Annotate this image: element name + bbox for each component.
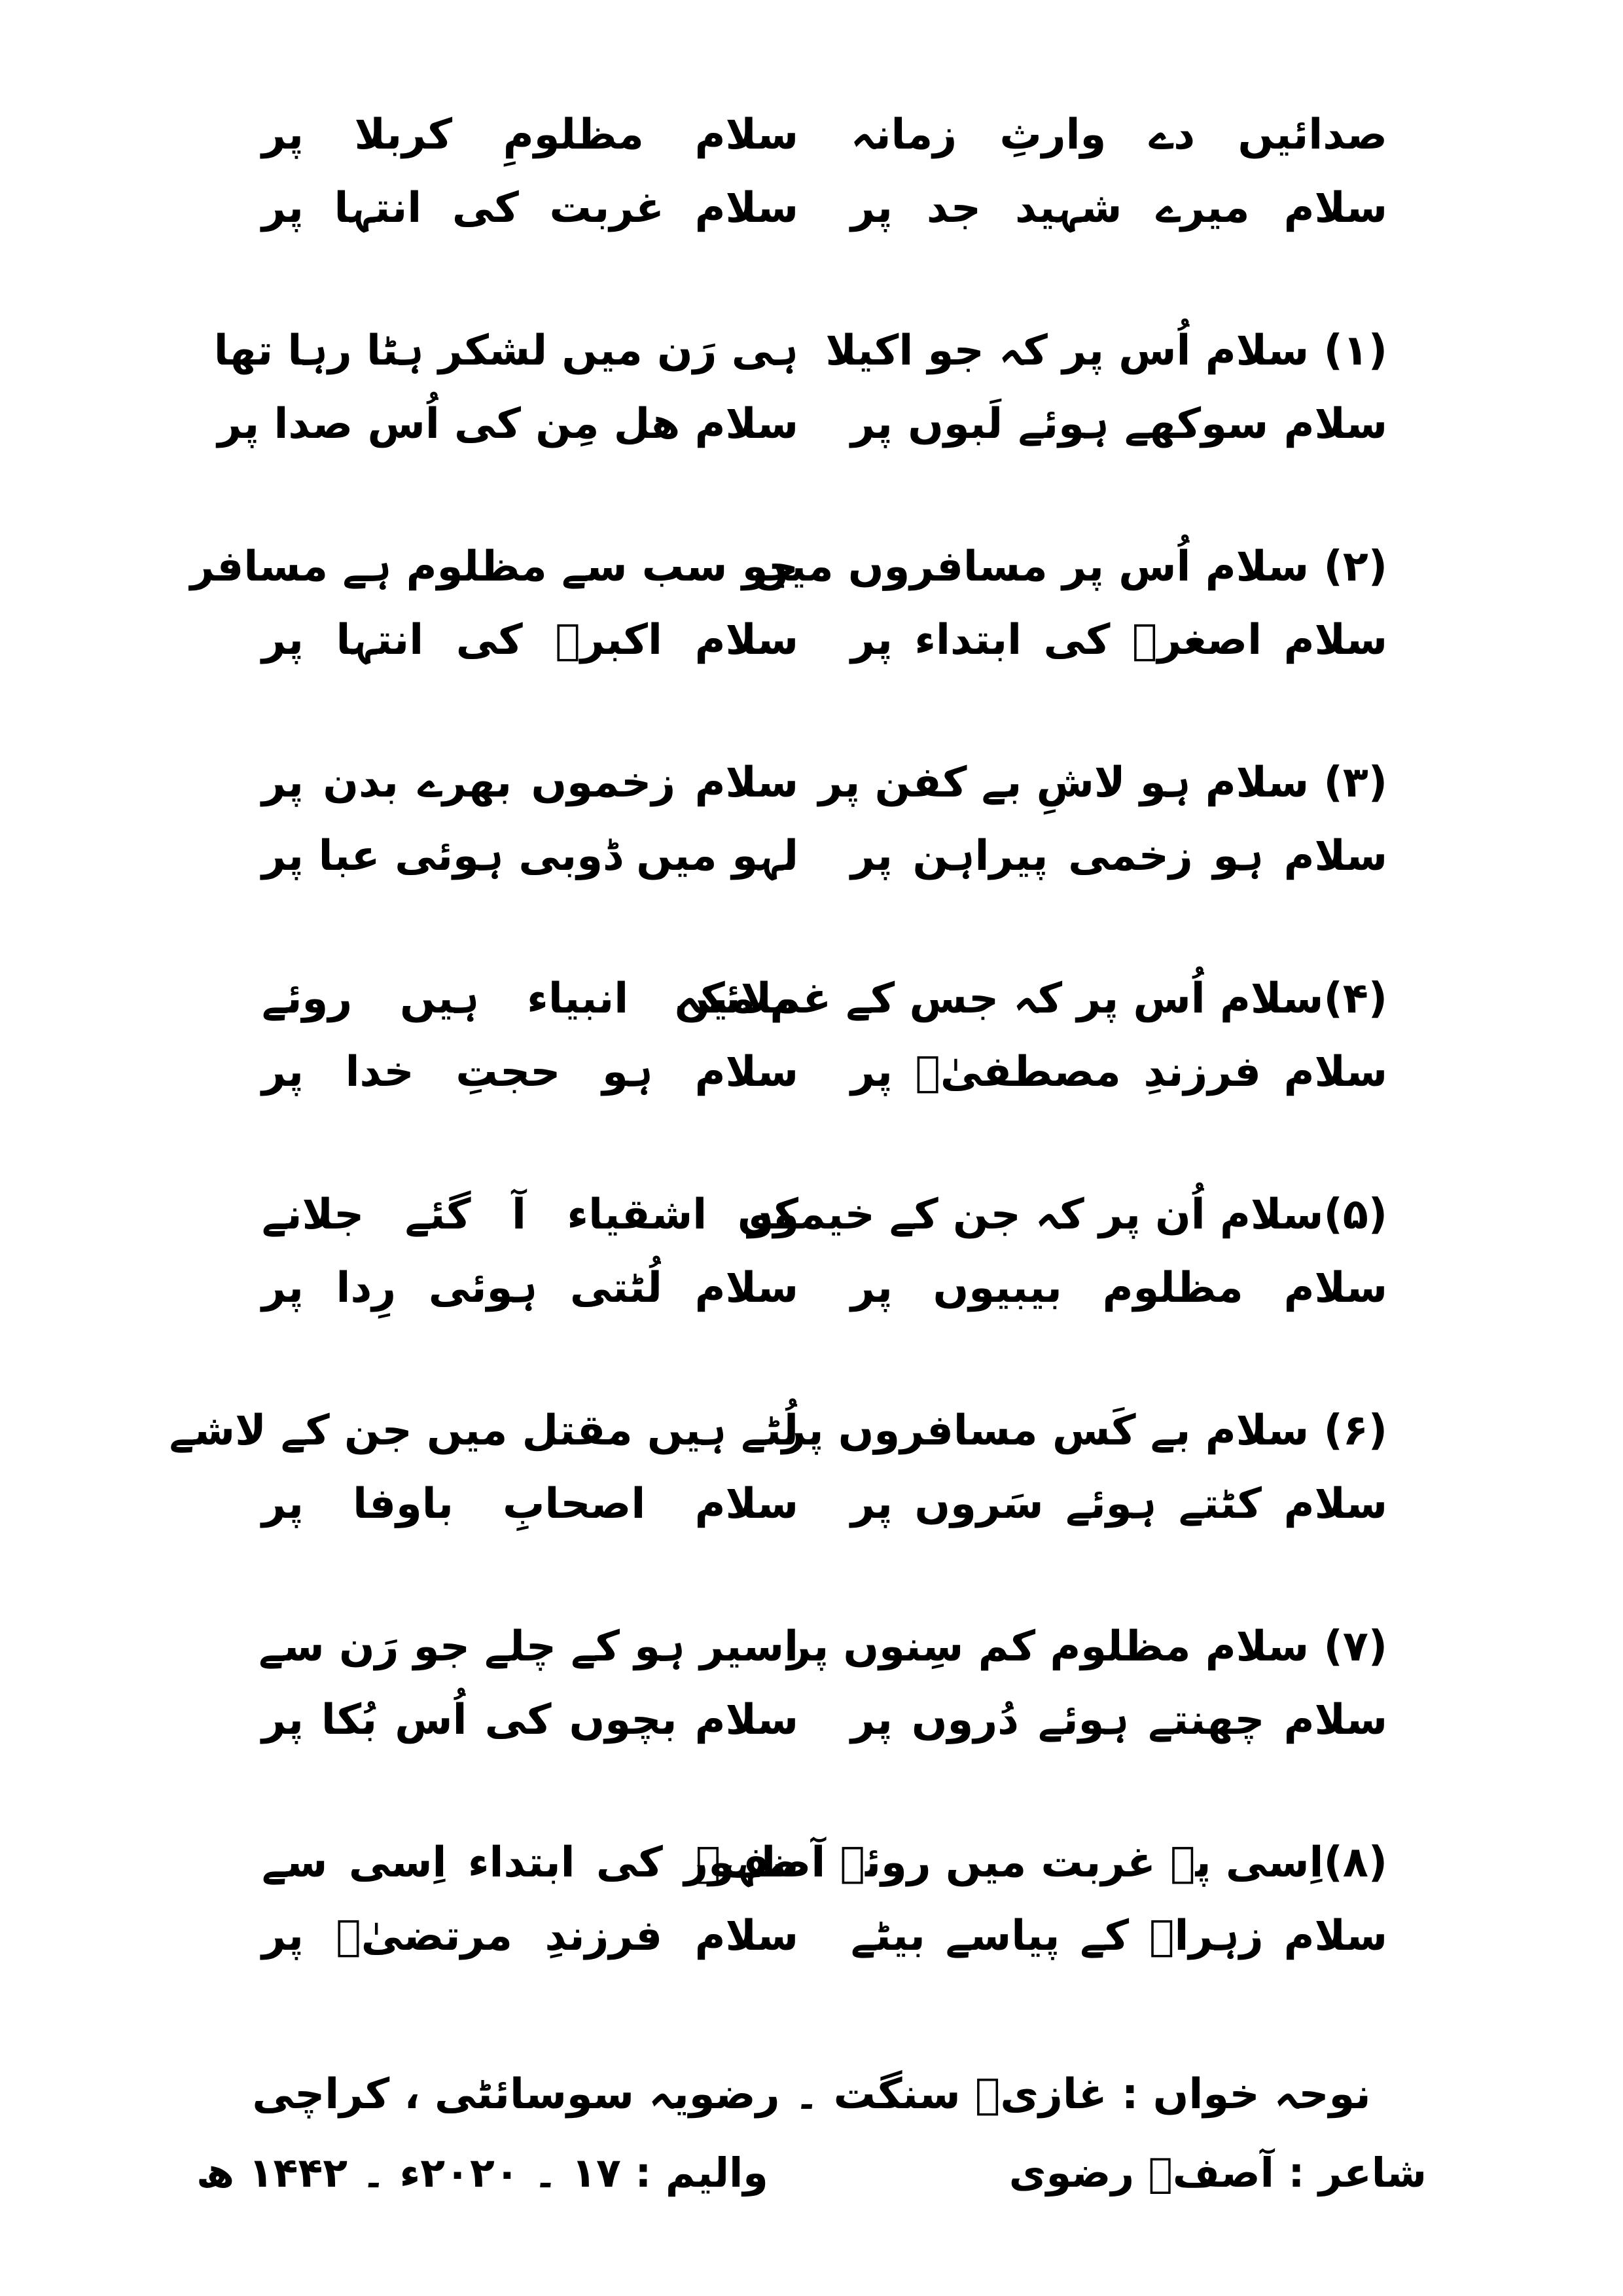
verse-line	[262, 962, 1387, 1035]
second-hemistich: سلام لُٹتی ہوئی رِدا پر	[262, 1264, 798, 1312]
volume-info: والیم : ۱۷ ۔ ۲۰۲۰ء ۔ ۱۴۴۲ ھ	[196, 2149, 768, 2197]
verse-line	[262, 1251, 1387, 1325]
first-hemistich: (۱) سلام اُس پر کہ جو اکیلا	[825, 327, 1387, 375]
stanza-5	[262, 1178, 1387, 1394]
reciter-credit: نوحہ خواں : غازیؑ سنگت ۔ رضویہ سوسائٹی ، کراچی	[252, 2070, 1371, 2119]
first-hemistich: سلام کٹتے ہوئے سَروں پر	[851, 1480, 1387, 1528]
first-hemistich: (۷) سلام مظلوم کم سِنوں پر	[787, 1623, 1387, 1671]
second-hemistich: لُٹے ہیں مقتل میں جن کے لاشے	[169, 1407, 798, 1455]
second-hemistich: سلام مظلومِ کربلا پر	[262, 111, 798, 159]
second-hemistich: سلام فرزندِ مرتضیٰؑ پر	[262, 1912, 798, 1960]
second-hemistich: سلام ھل مِن کی اُس صدا پر	[217, 400, 798, 448]
verse-line	[262, 171, 1387, 245]
first-hemistich: (۲) سلام اُس پر مسافروں میں	[753, 543, 1387, 591]
second-hemistich: سلام ہو حجتِ خدا پر	[262, 1048, 798, 1096]
opening-stanza	[262, 98, 1387, 314]
verse-line	[262, 603, 1387, 677]
first-hemistich: سلام میرے شہید جد پر	[851, 184, 1387, 232]
stanza-8	[262, 1826, 1387, 2042]
second-hemistich: ظہور کی ابتداء اِسی سے	[262, 1839, 798, 1887]
first-hemistich: سلام چھنتے ہوئے دُروں پر	[851, 1696, 1387, 1744]
verse-line	[262, 1683, 1387, 1757]
verse-line	[259, 1610, 1387, 1683]
second-hemistich: سلام غربت کی انتہا پر	[262, 184, 798, 232]
verse-line	[262, 1899, 1387, 1973]
verse-line	[262, 1035, 1387, 1109]
first-hemistich: (۳) سلام ہو لاشِ بے کفن پر	[818, 759, 1387, 807]
poem-body	[169, 98, 1387, 2042]
first-hemistich: سلام اصغرؑ کی ابتداء پر	[851, 616, 1387, 664]
second-hemistich: جو سب سے مظلوم ہے مسافر	[190, 543, 798, 591]
first-hemistich: (۸)اِسی پہ غربت میں روئے آصفؔ	[695, 1839, 1387, 1887]
verse-line	[262, 1467, 1387, 1541]
second-hemistich: ہی رَن میں لشکر ہٹا رہا تھا	[213, 327, 798, 375]
first-hemistich: سلام ہو زخمی پیراہن پر	[851, 832, 1387, 880]
second-hemistich: سلام اکبرؑ کی انتہا پر	[262, 616, 798, 664]
first-hemistich: صدائیں دے وارثِ زمانہ	[851, 111, 1387, 159]
stanza-7	[259, 1610, 1387, 1826]
verse-line	[262, 819, 1387, 893]
first-hemistich: سلام فرزندِ مصطفیٰؐ پر	[851, 1048, 1387, 1096]
first-hemistich: (۶) سلام بے کَس مسافروں پر	[781, 1407, 1387, 1455]
verse-line	[213, 314, 1387, 387]
verse-line	[262, 98, 1387, 171]
first-hemistich: سلام مظلوم بیبیوں پر	[851, 1264, 1387, 1312]
stanza-6	[169, 1394, 1387, 1610]
second-hemistich: ملائکہ انبیاء ہیں روئے	[262, 975, 798, 1023]
second-hemistich: سلام زخموں بھرے بدن پر	[262, 759, 798, 807]
poet-credit: شاعر : آصفؔ رضوی	[1008, 2149, 1427, 2197]
verse-line	[217, 387, 1387, 461]
stanza-4	[262, 962, 1387, 1178]
stanza-3	[262, 746, 1387, 962]
second-hemistich: اسیر ہو کے چلے جو رَن سے	[259, 1623, 798, 1671]
footer-credits	[196, 2140, 1427, 2206]
stanza-1	[213, 314, 1387, 530]
first-hemistich: (۴)سلام اُس پر کہ جس کے غم میں	[674, 975, 1387, 1023]
second-hemistich: سلام بچوں کی اُس بُکا پر	[262, 1696, 798, 1744]
verse-line	[169, 1394, 1387, 1467]
verse-line	[190, 530, 1387, 603]
first-hemistich: (۵)سلام اُن پر کہ جن کے خیموں	[737, 1191, 1387, 1239]
second-hemistich: کو اشقیاء آ گئے جلانے	[262, 1191, 798, 1239]
second-hemistich: لہو میں ڈوبی ہوئی عبا پر	[262, 832, 798, 880]
verse-line	[262, 1826, 1387, 1899]
verse-line	[262, 746, 1387, 819]
verse-line	[262, 1178, 1387, 1251]
first-hemistich: سلام سوکھے ہوئے لَبوں پر	[851, 400, 1387, 448]
second-hemistich: سلام اصحابِ باوفا پر	[262, 1480, 798, 1528]
stanza-2	[190, 530, 1387, 746]
first-hemistich: سلام زہراؑ کے پیاسے بیٹے	[851, 1912, 1387, 1960]
